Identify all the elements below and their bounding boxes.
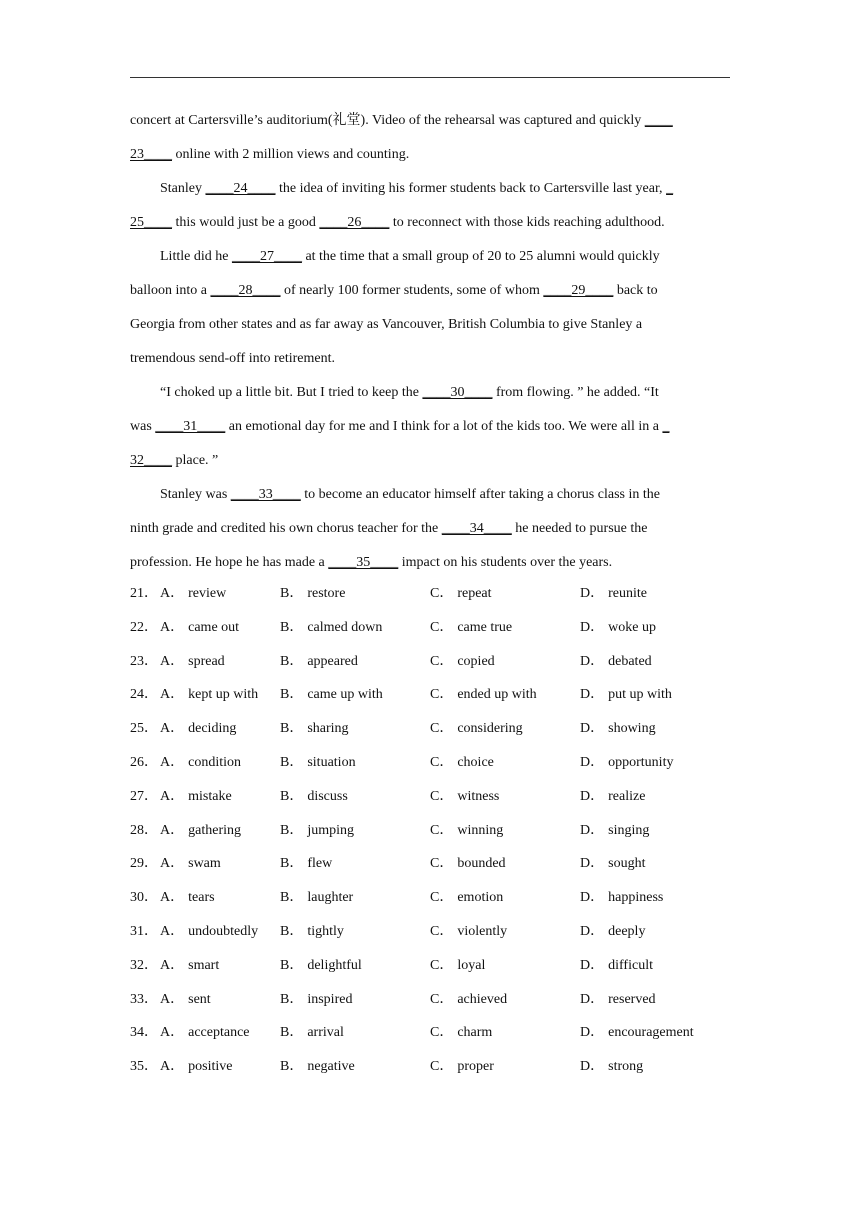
- option-d[interactable]: [580, 712, 656, 746]
- option-letter: D．: [580, 619, 605, 635]
- option-a[interactable]: [160, 746, 241, 780]
- option-c[interactable]: [430, 847, 506, 881]
- option-letter: B．: [280, 788, 304, 804]
- option-text: opportunity: [608, 754, 674, 770]
- option-a[interactable]: [160, 949, 219, 983]
- blank-29: ____29____: [543, 283, 614, 298]
- option-c[interactable]: [430, 577, 492, 611]
- option-text: deciding: [188, 721, 237, 737]
- passage-line: [130, 240, 730, 274]
- option-text: positive: [188, 1059, 233, 1075]
- option-letter: D．: [580, 586, 605, 601]
- option-letter: D．: [580, 1059, 605, 1075]
- question-number: 32．: [130, 957, 158, 973]
- option-text: debated: [608, 653, 652, 669]
- option-letter: B．: [280, 586, 304, 601]
- passage-text: profession. He hope he has made a: [130, 555, 329, 570]
- option-text: kept up with: [188, 687, 259, 703]
- blank-26: ____26____: [319, 215, 390, 230]
- option-letter: A．: [160, 957, 185, 973]
- option-c[interactable]: [430, 746, 494, 780]
- option-letter: D．: [580, 653, 605, 669]
- option-text: delightful: [307, 957, 362, 973]
- question-row: [130, 949, 750, 983]
- option-d[interactable]: [580, 611, 656, 645]
- option-letter: A．: [160, 687, 185, 703]
- passage-line: [130, 478, 730, 512]
- passage-text: Stanley: [160, 181, 206, 196]
- passage-text: ninth grade and credited his own chorus teacher for the: [130, 521, 442, 536]
- passage-text: place. ”: [172, 453, 219, 468]
- option-letter: B．: [280, 890, 304, 906]
- option-letter: C．: [430, 721, 454, 737]
- option-letter: A．: [160, 754, 185, 770]
- question-number: 29．: [130, 856, 158, 872]
- option-letter: C．: [430, 890, 454, 906]
- option-text: situation: [307, 754, 356, 770]
- option-letter: B．: [280, 822, 304, 838]
- option-a[interactable]: [160, 611, 239, 645]
- option-text: emotion: [457, 890, 504, 906]
- option-letter: D．: [580, 788, 605, 804]
- passage-text: this would just be a good: [172, 215, 320, 230]
- passage-text: of nearly 100 former students, some of whom: [280, 283, 544, 298]
- question-row: [130, 611, 750, 645]
- passage-line: [130, 274, 730, 308]
- option-text: came up with: [307, 687, 383, 703]
- question-row: [130, 645, 750, 679]
- option-letter: A．: [160, 991, 185, 1007]
- option-d[interactable]: [580, 1016, 694, 1050]
- option-letter: C．: [430, 754, 454, 770]
- passage-text: he needed to pursue the: [511, 521, 648, 536]
- passage-text: to reconnect with those kids reaching adulthood.: [389, 215, 665, 230]
- question-number: 33．: [130, 991, 158, 1007]
- header-rule: [130, 77, 730, 78]
- option-letter: C．: [430, 957, 454, 973]
- option-letter: C．: [430, 923, 454, 939]
- option-text: happiness: [608, 890, 664, 906]
- option-letter: D．: [580, 923, 605, 939]
- question-options-list: [130, 577, 750, 1084]
- option-text: restore: [307, 586, 346, 601]
- passage-line: [130, 410, 730, 444]
- option-text: showing: [608, 721, 656, 737]
- option-letter: C．: [430, 822, 454, 838]
- passage-text: online with 2 million views and counting.: [172, 147, 410, 162]
- passage-line: [130, 512, 730, 546]
- option-a[interactable]: [160, 678, 258, 712]
- option-text: acceptance: [188, 1025, 250, 1041]
- option-text: spread: [188, 653, 225, 669]
- option-a[interactable]: [160, 577, 226, 611]
- option-text: tears: [188, 890, 215, 906]
- option-d[interactable]: [580, 881, 663, 915]
- question-number: 22．: [130, 619, 158, 635]
- option-d[interactable]: [580, 577, 647, 611]
- option-c[interactable]: [430, 1050, 494, 1084]
- option-text: review: [188, 586, 227, 601]
- option-c[interactable]: [430, 983, 507, 1017]
- question-row: [130, 577, 750, 611]
- option-letter: A．: [160, 923, 185, 939]
- option-text: reserved: [608, 991, 656, 1007]
- option-a[interactable]: [160, 847, 221, 881]
- cloze-passage: [130, 104, 730, 580]
- option-text: appeared: [307, 653, 358, 669]
- passage-text: “I choked up a little bit. But I tried to keep the: [160, 385, 423, 400]
- option-text: realize: [608, 788, 646, 804]
- option-letter: A．: [160, 586, 185, 601]
- passage-text: concert at Cartersville’s auditorium(礼堂). Video of the rehearsal was captured and quickly: [130, 113, 645, 128]
- option-c[interactable]: [430, 712, 523, 746]
- passage-line: [130, 444, 730, 478]
- question-number: 31．: [130, 923, 158, 939]
- question-row: [130, 814, 750, 848]
- option-letter: A．: [160, 856, 185, 872]
- question-number: 34．: [130, 1025, 158, 1041]
- option-letter: B．: [280, 923, 304, 939]
- option-letter: D．: [580, 1025, 605, 1041]
- option-c[interactable]: [430, 645, 495, 679]
- option-b[interactable]: [280, 645, 358, 679]
- option-d[interactable]: [580, 678, 672, 712]
- option-text: discuss: [307, 788, 348, 804]
- option-text: strong: [608, 1059, 644, 1075]
- passage-text: impact on his students over the years.: [398, 555, 613, 570]
- question-number: 26．: [130, 754, 158, 770]
- option-text: laughter: [307, 890, 354, 906]
- option-a[interactable]: [160, 915, 258, 949]
- option-b[interactable]: [280, 881, 353, 915]
- option-text: witness: [457, 788, 500, 804]
- option-d[interactable]: [580, 983, 656, 1017]
- option-c[interactable]: [430, 1016, 492, 1050]
- question-row: [130, 983, 750, 1017]
- option-letter: B．: [280, 653, 304, 669]
- option-text: calmed down: [307, 619, 383, 635]
- option-letter: B．: [280, 1059, 304, 1075]
- option-letter: B．: [280, 856, 304, 872]
- passage-line: [130, 376, 730, 410]
- option-text: woke up: [608, 619, 656, 635]
- option-letter: C．: [430, 619, 454, 635]
- option-letter: D．: [580, 754, 605, 770]
- option-a[interactable]: [160, 1050, 232, 1084]
- option-letter: A．: [160, 619, 185, 635]
- blank-31: ____31____: [155, 419, 226, 434]
- option-b[interactable]: [280, 611, 382, 645]
- option-d[interactable]: [580, 780, 645, 814]
- question-number: 21．: [130, 586, 158, 601]
- option-letter: A．: [160, 1059, 185, 1075]
- option-text: condition: [188, 754, 242, 770]
- option-letter: C．: [430, 586, 454, 601]
- option-b[interactable]: [280, 712, 349, 746]
- option-letter: A．: [160, 653, 185, 669]
- question-number: 35．: [130, 1059, 158, 1075]
- option-text: singing: [608, 822, 650, 838]
- option-letter: C．: [430, 991, 454, 1007]
- question-number: 23．: [130, 653, 158, 669]
- passage-line: [130, 138, 730, 172]
- blank-33: ____33____: [230, 487, 301, 502]
- blank-24: ____24____: [205, 181, 276, 196]
- question-row: [130, 746, 750, 780]
- blank-23: 23____: [130, 147, 172, 162]
- blank-30: ____30____: [422, 385, 493, 400]
- option-b[interactable]: [280, 746, 356, 780]
- option-text: bounded: [457, 856, 506, 872]
- option-d[interactable]: [580, 1050, 643, 1084]
- question-number: 27．: [130, 788, 158, 804]
- passage-text: Georgia from other states and as far away as Vancouver, British Columbia to give Stanley a: [130, 317, 643, 332]
- option-c[interactable]: [430, 949, 485, 983]
- option-letter: B．: [280, 957, 304, 973]
- option-letter: B．: [280, 754, 304, 770]
- option-letter: C．: [430, 653, 454, 669]
- option-letter: B．: [280, 619, 304, 635]
- passage-text: from flowing. ” he added. “It: [492, 385, 659, 400]
- blank-34: ____34____: [441, 521, 512, 536]
- passage-text: was: [130, 419, 156, 434]
- option-letter: D．: [580, 890, 605, 906]
- blank-27: ____27____: [231, 249, 302, 264]
- option-text: mistake: [188, 788, 232, 804]
- question-row: [130, 1050, 750, 1084]
- option-text: sought: [608, 856, 646, 872]
- blank-32: 32____: [130, 453, 172, 468]
- blank-35: ____35____: [328, 555, 399, 570]
- option-text: arrival: [307, 1025, 344, 1041]
- option-a[interactable]: [160, 780, 232, 814]
- option-text: gathering: [188, 822, 241, 838]
- option-b[interactable]: [280, 949, 362, 983]
- option-d[interactable]: [580, 847, 645, 881]
- option-text: negative: [307, 1059, 355, 1075]
- passage-text: tremendous send-off into retirement.: [130, 351, 336, 366]
- option-letter: C．: [430, 1059, 454, 1075]
- option-c[interactable]: [430, 915, 507, 949]
- option-d[interactable]: [580, 645, 652, 679]
- question-row: [130, 678, 750, 712]
- question-row: [130, 915, 750, 949]
- option-letter: D．: [580, 991, 605, 1007]
- option-c[interactable]: [430, 814, 503, 848]
- passage-text: an emotional day for me and I think for a lot of the kids too. We were all in a: [225, 419, 663, 434]
- question-row: [130, 780, 750, 814]
- question-row: [130, 881, 750, 915]
- option-d[interactable]: [580, 915, 645, 949]
- option-letter: C．: [430, 687, 454, 703]
- option-c[interactable]: [430, 678, 537, 712]
- option-letter: A．: [160, 822, 185, 838]
- option-a[interactable]: [160, 712, 236, 746]
- passage-line: [130, 546, 730, 580]
- option-b[interactable]: [280, 983, 352, 1017]
- option-b[interactable]: [280, 814, 354, 848]
- option-text: loyal: [457, 957, 486, 973]
- option-text: considering: [457, 721, 523, 737]
- option-text: came true: [457, 619, 513, 635]
- question-number: 24．: [130, 687, 158, 703]
- option-c[interactable]: [430, 611, 512, 645]
- option-a[interactable]: [160, 1016, 250, 1050]
- option-b[interactable]: [280, 1050, 355, 1084]
- passage-line: [130, 206, 730, 240]
- option-text: deeply: [608, 923, 646, 939]
- option-text: repeat: [457, 586, 492, 601]
- option-c[interactable]: [430, 881, 503, 915]
- option-a[interactable]: [160, 881, 215, 915]
- passage-text: at the time that a small group of 20 to 25 alumni would quickly: [301, 249, 660, 264]
- option-text: sharing: [307, 721, 349, 737]
- option-text: undoubtedly: [188, 923, 259, 939]
- option-text: achieved: [457, 991, 508, 1007]
- blank-32-start: _: [662, 419, 670, 434]
- passage-text: back to: [613, 283, 658, 298]
- option-text: difficult: [608, 957, 653, 973]
- option-text: swam: [188, 856, 221, 872]
- option-letter: C．: [430, 1025, 454, 1041]
- option-d[interactable]: [580, 814, 649, 848]
- option-b[interactable]: [280, 577, 345, 611]
- option-d[interactable]: [580, 746, 673, 780]
- option-d[interactable]: [580, 949, 653, 983]
- passage-text: balloon into a: [130, 283, 211, 298]
- option-a[interactable]: [160, 645, 225, 679]
- passage-line: [130, 172, 730, 206]
- option-letter: B．: [280, 991, 304, 1007]
- option-letter: C．: [430, 856, 454, 872]
- option-text: winning: [457, 822, 504, 838]
- option-a[interactable]: [160, 814, 241, 848]
- question-number: 25．: [130, 721, 158, 737]
- option-letter: A．: [160, 890, 185, 906]
- option-text: reunite: [608, 586, 647, 601]
- option-text: charm: [457, 1025, 493, 1041]
- question-number: 30．: [130, 890, 158, 906]
- option-letter: D．: [580, 957, 605, 973]
- passage-line: [130, 308, 730, 342]
- passage-text: to become an educator himself after taking a chorus class in the: [300, 487, 660, 502]
- option-text: came out: [188, 619, 240, 635]
- option-text: smart: [188, 957, 220, 973]
- passage-line: [130, 342, 730, 376]
- option-letter: D．: [580, 721, 605, 737]
- option-letter: D．: [580, 822, 605, 838]
- passage-text: Little did he: [160, 249, 232, 264]
- option-text: inspired: [307, 991, 353, 1007]
- question-number: 28．: [130, 822, 158, 838]
- option-letter: C．: [430, 788, 454, 804]
- option-letter: A．: [160, 788, 185, 804]
- option-text: copied: [457, 653, 495, 669]
- option-c[interactable]: [430, 780, 499, 814]
- passage-text: the idea of inviting his former students back to Cartersville last year,: [275, 181, 667, 196]
- option-letter: B．: [280, 687, 304, 703]
- option-b[interactable]: [280, 780, 348, 814]
- option-letter: A．: [160, 1025, 185, 1041]
- option-text: encouragement: [608, 1025, 694, 1041]
- option-text: violently: [457, 923, 508, 939]
- blank-25-start: _: [666, 181, 674, 196]
- option-text: ended up with: [457, 687, 537, 703]
- option-b[interactable]: [280, 847, 332, 881]
- blank-23-start: ____: [644, 113, 673, 128]
- option-text: flew: [307, 856, 333, 872]
- option-text: put up with: [608, 687, 672, 703]
- option-b[interactable]: [280, 1016, 344, 1050]
- option-b[interactable]: [280, 915, 344, 949]
- option-letter: B．: [280, 1025, 304, 1041]
- question-row: [130, 1016, 750, 1050]
- option-text: choice: [457, 754, 494, 770]
- option-letter: B．: [280, 721, 304, 737]
- blank-28: ____28____: [210, 283, 281, 298]
- option-text: tightly: [307, 923, 344, 939]
- option-letter: D．: [580, 687, 605, 703]
- question-row: [130, 712, 750, 746]
- option-text: sent: [188, 991, 211, 1007]
- option-letter: D．: [580, 856, 605, 872]
- option-text: jumping: [307, 822, 355, 838]
- passage-text: Stanley was: [160, 487, 231, 502]
- option-a[interactable]: [160, 983, 211, 1017]
- option-b[interactable]: [280, 678, 383, 712]
- question-row: [130, 847, 750, 881]
- passage-line: [130, 104, 730, 138]
- blank-25: 25____: [130, 215, 172, 230]
- option-letter: A．: [160, 721, 185, 737]
- option-text: proper: [457, 1059, 494, 1075]
